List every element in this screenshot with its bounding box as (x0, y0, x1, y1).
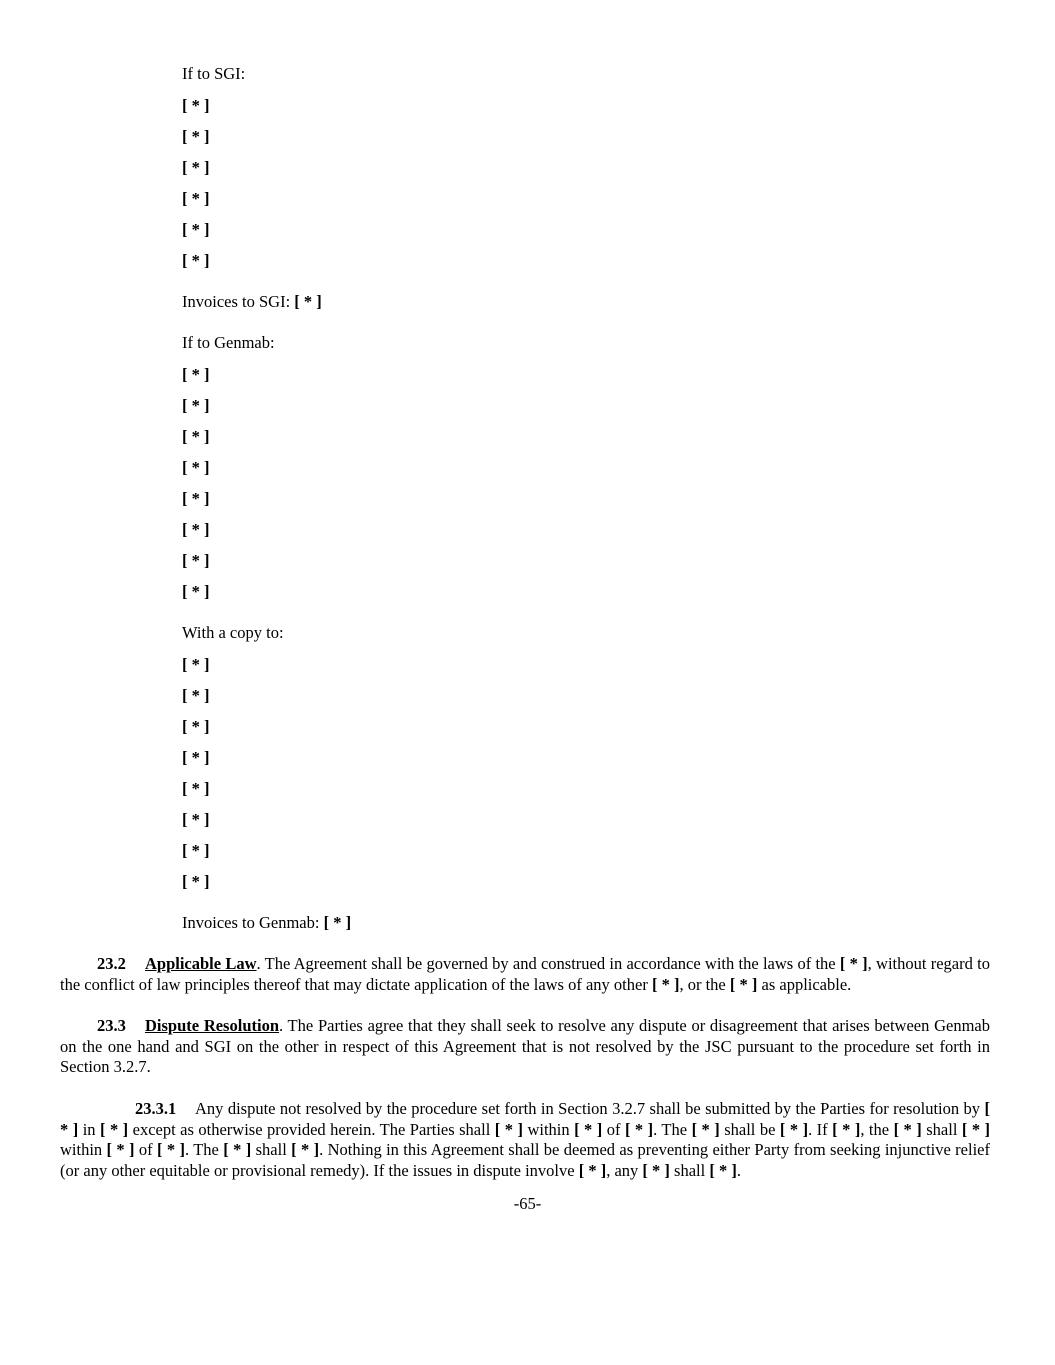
redaction: [ * ] (157, 1140, 186, 1159)
section-text: shall be (724, 1119, 776, 1139)
section-text: of (138, 1140, 153, 1159)
redaction: [ * ] (291, 1140, 320, 1159)
copy-address-line: [ * ] (182, 779, 210, 798)
genmab-address-line: [ * ] (182, 458, 210, 477)
genmab-invoices-label: Invoices to Genmab: (182, 913, 320, 932)
copy-address-line: [ * ] (182, 655, 210, 674)
section-text: . The Parties agree that they shall seek to resolve any dispute or disagreement that arises between Genmab on the one hand and SGI on the other in respect of this Agreement that is not resolved by the JSC pursuant to the procedure set forth in Section 3.2.7. (60, 1016, 990, 1076)
genmab-invoices-line (182, 913, 351, 933)
copy-address-line: [ * ] (182, 841, 210, 860)
redaction: [ * ] (832, 1119, 861, 1139)
section-23-3 (60, 1016, 990, 1078)
genmab-address-line: [ * ] (182, 489, 210, 508)
section-text: Any dispute not resolved by the procedure set forth in Section 3.2.7 shall be submitted by the Parties for resolution by (195, 1099, 981, 1118)
genmab-address-line: [ * ] (182, 582, 210, 601)
redaction: [ * ] (691, 1119, 720, 1139)
section-text: . (736, 1160, 741, 1180)
section-text: of (606, 1119, 621, 1139)
section-text: . Nothing in this Agreement shall be deemed as preventing either Party from seeking injunctive relief (or any other equitable or provisional remedy). If the issues in dispute involve (60, 1140, 990, 1180)
copy-address-line: [ * ] (182, 748, 210, 767)
section-text: . The (185, 1140, 219, 1159)
redaction: [ * ] (323, 913, 352, 932)
genmab-address-line: [ * ] (182, 365, 210, 384)
section-text: within (527, 1119, 570, 1139)
sgi-address-line: [ * ] (182, 189, 210, 208)
redaction: [ * ] (779, 1119, 809, 1139)
section-text: shall (255, 1140, 287, 1159)
genmab-address-line: [ * ] (182, 427, 210, 446)
genmab-address-line: [ * ] (182, 551, 210, 570)
sgi-address-line: [ * ] (182, 251, 210, 270)
copy-address-line: [ * ] (182, 686, 210, 705)
genmab-heading: If to Genmab: (182, 333, 275, 352)
sgi-address-line: [ * ] (182, 127, 210, 146)
redaction: [ * ] (709, 1160, 737, 1180)
section-23-3-1 (60, 1099, 990, 1181)
section-number: 23.2 (97, 954, 126, 973)
redaction: [ * ] (60, 1099, 990, 1139)
genmab-address-line: [ * ] (182, 520, 210, 539)
redaction: [ * ] (578, 1160, 607, 1180)
sgi-invoices-line (182, 292, 322, 312)
section-text: . The (653, 1119, 688, 1139)
copy-address-line: [ * ] (182, 810, 210, 829)
section-23-2 (60, 954, 990, 995)
page-number: -65- (513, 1194, 542, 1213)
section-number: 23.3.1 (135, 1099, 177, 1118)
section-text: within (60, 1140, 103, 1159)
genmab-address-line: [ * ] (182, 396, 210, 415)
redaction: [ * ] (729, 974, 758, 994)
sgi-address-line: [ * ] (182, 220, 210, 239)
section-text: . The Agreement shall be governed by and construed in accordance with the laws of the (256, 954, 836, 973)
copy-address-line: [ * ] (182, 717, 210, 736)
redaction: [ * ] (494, 1119, 523, 1139)
sgi-address-line: [ * ] (182, 96, 210, 115)
section-text: , any (606, 1160, 639, 1180)
section-text: except as otherwise provided herein. The Parties shall (132, 1119, 491, 1139)
section-title: Dispute Resolution (145, 1016, 279, 1035)
sgi-invoices-label: Invoices to SGI: (182, 292, 291, 311)
section-title: Applicable Law (145, 954, 257, 973)
sgi-address-line: [ * ] (182, 158, 210, 177)
redaction: [ * ] (642, 1160, 670, 1180)
redaction: [ * ] (961, 1119, 991, 1139)
redaction: [ * ] (223, 1140, 252, 1159)
copy-address-line: [ * ] (182, 872, 210, 891)
section-text: . If (808, 1119, 828, 1139)
redaction: [ * ] (294, 292, 322, 311)
section-text: , or the (679, 974, 726, 994)
copy-heading: With a copy to: (182, 623, 284, 642)
section-text: , the (860, 1119, 890, 1139)
section-text: as applicable. (761, 974, 852, 994)
redaction: [ * ] (624, 1119, 654, 1139)
redaction: [ * ] (651, 974, 680, 994)
redaction: [ * ] (839, 954, 868, 973)
section-number: 23.3 (97, 1016, 126, 1035)
section-text: , without regard to the conflict of law principles thereof that may dictate application of the laws of any other (60, 954, 990, 994)
section-text: shall (926, 1119, 958, 1139)
section-text: shall (674, 1160, 706, 1180)
sgi-heading: If to SGI: (182, 64, 246, 83)
redaction: [ * ] (106, 1140, 135, 1159)
redaction: [ * ] (893, 1119, 922, 1139)
redaction: [ * ] (574, 1119, 603, 1139)
redaction: [ * ] (100, 1119, 129, 1139)
section-text: in (82, 1119, 96, 1139)
